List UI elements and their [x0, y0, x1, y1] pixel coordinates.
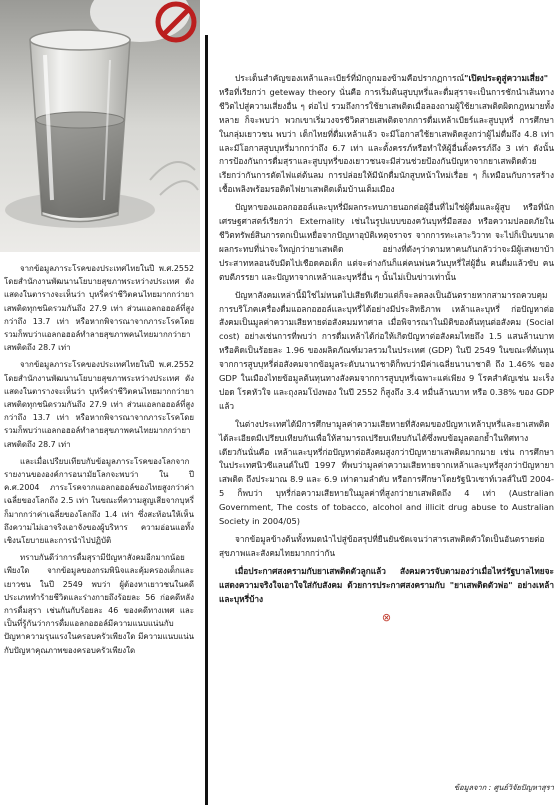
body-paragraph: ปัญหาของแอลกอฮอล์และบุหรี่มีผลกระทบภายนอกต่อผู้อื่นที่ไม่ใช่ผู้ดื่มและผู้สูบ หรือที่นักเศรษฐศาสตร์เรียกว่า Externality เช่นในรูปแบบของควันบุหรี่มือสอง หรือความปลอดภัยในชีวิตทรัพย์สินการตกเป็นเหยื่อจากปัญหาอุบัติเหตุจราจร จากการทะเลาะวิวาท จะไปก็เป็นขนาดผลกระทบที่น่าจะใหญ่กว่ายาเสพติด อย่างที่ดังๆว่าตามหาคนกันกลัวว่าจะมีผู้เสพยาบ้าประสาทหลอนจับมีดไปเชือดคอเด็ก แต่จะต่างกันก็แค่คนพ่นควันบุหรี่ใส่ผู้อื่น คนดื่มแล้วขับ คนตบตีภรรยา และปัญหาจากเหล้าและบุหรี่อื่น ๆ นั้นไม่เป็นข่าวเท่านั้น	[219, 202, 554, 282]
conclusion-paragraph: เมื่อประกาศสงครามกับยาเสพติดตัวลูกแล้ว สังคมควรจับตามองว่าเมื่อไหร่รัฐบาลไทยจะแสดงความจริงใจเอาใจใส่กับสังคม ด้วยการประกาศสงครามกับ "ยาเสพติดตัวพ่อ" อย่างเหล้าและบุหรี่บ้าง	[219, 565, 554, 604]
whiskey-glass-illustration	[0, 0, 200, 252]
lead-paragraph	[219, 72, 554, 197]
left-column	[4, 262, 194, 661]
column-divider	[205, 35, 208, 805]
left-paragraph: ทราบกันดีว่าการดื่มสุรามีปัญหาสังคมอีกมากน้อยเพียงใด จากข้อมูลของกรมพินิจและคุ้มครองเด็กและเยาวชน ในปี 2549 พบว่า ผู้ต้องหาเยาวชนในคดีประเภททำร้ายชีวิตและร่างกายถึงร้อยละ 56 ก่อคดีหลังการดื่มสุรา เช่นกันกับร้อยละ 46 ของคดีทางเพศ และเป็นที่รู้กันว่าการดื่มแอลกอฮอล์มีความแนบแน่นกับปัญหาความรุนแรงในครอบครัวเพียงใด มีความแนบแน่นกับปัญหาคุณภาพของครอบครัวเพียงใด	[4, 553, 194, 655]
body-paragraph: ปัญหาสังคมเหล่านี้มิใช่ไม่หนดไปเสียทีเดียวแต่ก็จะลดลงเป็นอันตรายหากสามารถควบคุมการบริโภคเครื่องดื่มแอลกอฮอล์และบุหรี่ได้อย่างมีประสิทธิภาพ เหล้าและบุหรี่ ก่อปัญหาต่อสังคมเป็นมูลค่าความเสียหายต่อสังคมมหาศาล เมื่อพิจารณาในมิติของต้นทุนต่อสังคม (Social cost) อย่างเช่นการที่พบว่า การดื่มเหล้าได้ก่อให้เกิดปัญหาต่อสังคมไทยถึง 1.5 แสนล้านบาท หรือคิดเป็นร้อยละ 1.96 ของผลิตภัณฑ์มวลรวมในประเทศ (GDP) ในปี 2549 ในขณะที่ต้นทุนจากการสูบบุหรี่ต่อสังคมจากข้อมูลระดับนานาชาติก็พบว่ามีค่าเฉลี่ยนานาชาติ ถึง 1.46% ของ GDP ในเมืองไทยข้อมูลต้นทุนทางสังคมจากการสูบบุหรี่เฉพาะแค่เพียง 9 โรคสำคัญเช่น มะเร็งปอด โรคหัวใจ และถุงลมโป่งพอง ในปี 2552 ก็สูงถึง 3.4 หมื่นล้านบาท หรือ 0.38% ของ GDP แล้ว	[219, 289, 554, 411]
source-credit: ข้อมูลจาก : ศูนย์วิจัยปัญหาสุรา	[453, 783, 554, 792]
right-column	[219, 72, 554, 628]
body-paragraph: จากข้อมูลข้างต้นทั้งหมดนำไปสู่ข้อสรุปที่ยืนยันชัดเจนว่าสารเสพติดตัวใดเป็นอันตรายต่อสุขภาพและสังคมไทยมากกว่ากัน	[219, 534, 545, 558]
lead-text: ประเด็นสำคัญของเหล้าและเบียร์ที่มักถูกมองข้ามคือปรากฏการณ์	[235, 73, 465, 83]
lead-rest: หรือที่เรียกว่า geteway theory นั่นคือ การเริ่มต้นสูบบุหรี่และดื่มสุราจะเป็นการชักนำเส้นทางชีวิตไปสู่ความเสี่ยงอื่น ๆ ต่อไป รวมถึงการใช้ยาเสพติดเมื่อลองถามผู้ใช้ยาเสพติดผิดกฎหมายทั้งหลาย ก็จะพบว่า พวกเขาเริ่มวงจรชีวิตสายเสพติดจากการดื่มเหล้าเบียร์และสูบบุหรี่ การศึกษาในกลุ่มเยาวชน พบว่า เด็กไทยที่ดื่มเหล้าแล้ว จะมีโอกาสใช้ยาเสพติดสูงกว่าผู้ไม่ดื่มถึง 4.8 เท่า และมีโอกาสสูบบุหรี่มากกว่าถึง 6.7 เท่า และตั้งครรภ์หรือทำให้ผู้อื่นตั้งครรภ์ถึง 3 เท่า ดังนั้นการป้องกันการดื่มสุราและสูบบุหรี่ของเยาวชนจะมีส่วนช่วยป้องกันปัญหาจากยาเสพติดด้วย เรียกว่ากันการตัดไฟแต่ต้นลม การปล่อยให้มีนักดื่มนักสูบหน้าใหม่เรื่อย ๆ ก็เหมือนกับการสร้างเชื้อเพลิงพร้อมรอติดไฟยาเสพติดเต็มบ้านเต็มเมือง	[219, 86, 554, 195]
whiskey-glass-photo	[0, 0, 200, 252]
end-mark-icon: ⊗	[381, 610, 392, 624]
left-paragraph: จากข้อมูลภาระโรคของประเทศไทยในปี พ.ศ.2552 โดยสำนักงานพัฒนานโยบายสุขภาพระหว่างประเทศ ดังแสดงในตารางจะเห็นว่า บุหรี่คร่าชีวิตคนไทยมากกว่ายาเสพติดทุกชนิดรวมกันถึง 27.9 เท่า ส่วนแอลกอฮอล์ที่สูงกว่าถึง 13.7 เท่า หรือหากพิจารณาจากภาระโรคโดยรวมก็พบว่าแอลกอฮอล์ทำลายสุขภาพคนไทยมากกว่ายาเสพติดถึง 28.7 เท่า	[4, 264, 194, 353]
lead-highlight: "เปิดประตูสู่ความเสี่ยง"	[464, 73, 549, 83]
left-paragraph: และเมื่อเปรียบเทียบกับข้อมูลภาระโรคของโลกจากรายงานขององค์การอนามัยโลกจะพบว่า ใน ปี ค.ศ.2004 ภาระโรคจากแอลกอฮอล์ของไทยสูงกว่าค่าเฉลี่ยของโลกถึง 2.5 เท่า ในขณะที่ความสูญเสียจากบุหรี่ก็มากกว่าค่าเฉลี่ยของโลกถึง 1.4 เท่า ซึ่งสะท้อนให้เห็นถึงความไม่เอาจริงเอาจังของผู้บริหาร ความอ่อนแอทั้งเชิงนโยบายและการนำไปปฏิบัติ	[4, 456, 194, 546]
left-paragraph: จากข้อมูลภาระโรคของประเทศไทยในปี พ.ศ.2552 โดยสำนักงานพัฒนานโยบายสุขภาพระหว่างประเทศ ดังแสดงในตารางจะเห็นว่า บุหรี่คร่าชีวิตคนไทยมากกว่ายาเสพติดทุกชนิดรวมกันถึง 27.9 เท่า ส่วนแอลกอฮอล์ที่สูงกว่าถึง 13.7 เท่า หรือหากพิจารณาจากภาระโรคโดยรวมก็พบว่าแอลกอฮอล์ทำลายสุขภาพคนไทยมากกว่ายาเสพติดถึง 28.7 เท่า	[4, 360, 194, 449]
body-paragraph: ในต่างประเทศได้มีการศึกษามูลค่าความเสียหายที่สังคมของปัญหาเหล้าบุหรี่และยาเสพติดได้ละเอียดมีเปรียบเทียบกันเพื่อให้สามารถเปรียบเทียบกันได้ซึ่งพบข้อมูลตอกย้ำในทิศทางเดียวกันนั่นคือ เหล้าและบุหรี่ก่อปัญหาต่อสังคมสูงกว่าปัญหายาเสพติดมากมาย เช่น การศึกษาในประเทศนิวซีแลนด์ในปี 1997 ที่พบว่ามูลค่าความเสียหายจากเหล้าและบุหรี่สูงกว่าปัญหายาเสพติด ถึงประมาณ 8.9 และ 6.9 เท่าตามลำดับ หรือการศึกษาโดยรัฐนิวเซาท์เวลส์ในปี 2004-5 ก็พบว่า บุหรี่ก่อความเสียหายในมูลค่าที่สูงกว่ายาเสพติดถึง 4 เท่า (Australian Government, The costs of tobacco, alcohol and illicit drug abuse to Australian Society in 2004/05)	[219, 418, 554, 527]
